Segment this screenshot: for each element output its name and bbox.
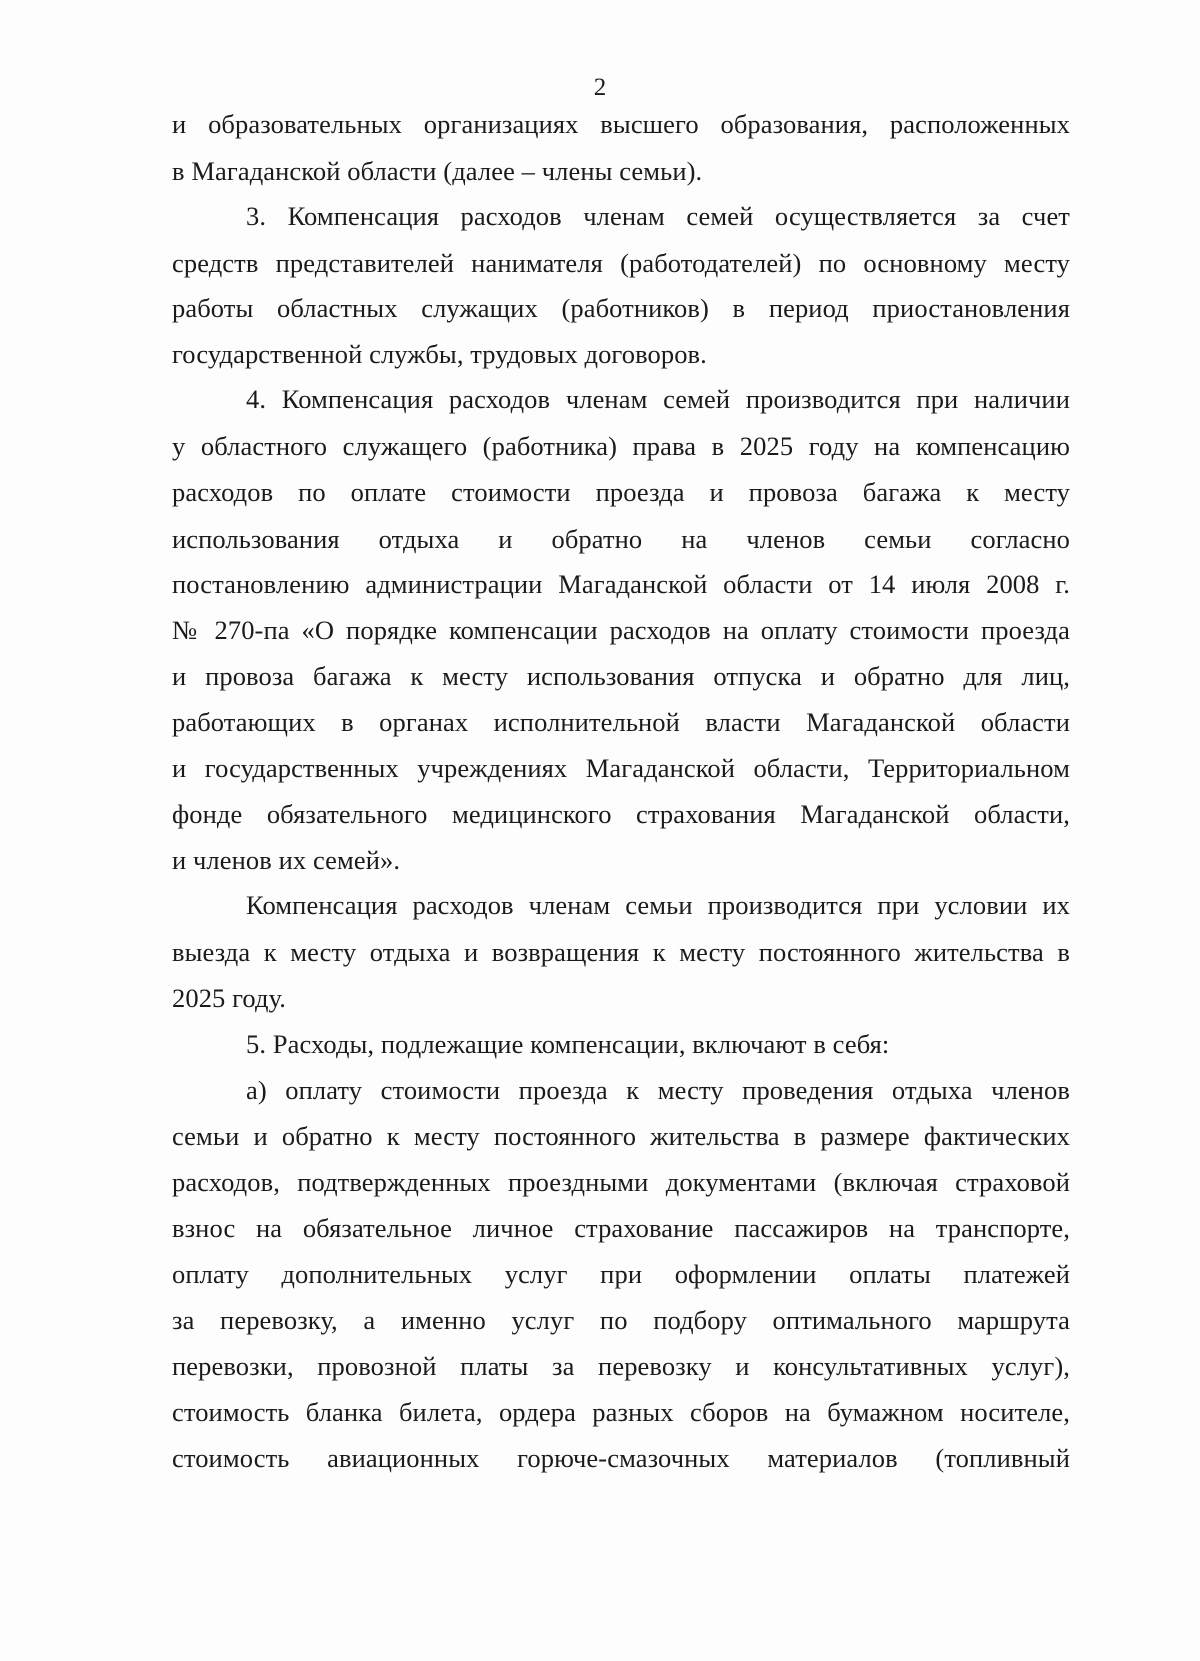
text-line: стоимость авиационных горюче-смазочных материалов (топливный [172,1443,1070,1473]
text-line: и государственных учреждениях Магаданской области, Территориальном [172,753,1070,783]
text-line: и образовательных организациях высшего образования, расположенных [172,109,1070,139]
text-line: работающих в органах исполнительной власти Магаданской области [172,707,1070,737]
text-line: фонде обязательного медицинского страхования Магаданской области, [172,799,1070,829]
text-line: расходов, подтвержденных проездными документами (включая страховой [172,1167,1070,1197]
paragraph-compensation-start: Компенсация расходов членам семьи производится при условии их [246,890,1070,920]
paragraph-a-start: а) оплату стоимости проезда к месту проведения отдыха членов [246,1075,1070,1105]
text-line: и провоза багажа к месту использования отпуска и обратно для лиц, [172,661,1070,691]
text-line: в Магаданской области (далее – члены семьи). [172,156,703,186]
text-line: выезда к месту отдыха и возвращения к месту постоянного жительства в [172,937,1070,967]
text-line: расходов по оплате стоимости проезда и провоза багажа к месту [172,477,1070,507]
text-line: и членов их семей». [172,845,401,875]
text-line: семьи и обратно к месту постоянного жительства в размере фактических [172,1121,1070,1151]
paragraph-5-start: 5. Расходы, подлежащие компенсации, включают в себя: [246,1029,890,1059]
text-line: государственной службы, трудовых договоров. [172,339,707,369]
text-line: за перевозку, а именно услуг по подбору оптимального маршрута [172,1305,1070,1335]
text-line: оплату дополнительных услуг при оформлении оплаты платежей [172,1259,1070,1289]
text-line: перевозки, провозной платы за перевозку и консультативных услуг), [172,1351,1070,1381]
paragraph-3-start: 3. Компенсация расходов членам семей осуществляется за счет [246,201,1070,231]
text-line: № 270-па «О порядке компенсации расходов на оплату стоимости проезда [172,615,1070,645]
text-line: у областного служащего (работника) права в 2025 году на компенсацию [172,431,1070,461]
page-number: 2 [593,74,607,101]
text-line: работы областных служащих (работников) в период приостановления [172,293,1070,323]
text-line: взнос на обязательное личное страхование пассажиров на транспорте, [172,1213,1070,1243]
paragraph-4-start: 4. Компенсация расходов членам семей производится при наличии [246,384,1070,414]
text-line: использования отдыха и обратно на членов семьи согласно [172,524,1070,554]
text-line: постановлению администрации Магаданской области от 14 июля 2008 г. [172,569,1070,599]
text-line: 2025 году. [172,983,287,1013]
text-line: средств представителей нанимателя (работодателей) по основному месту [172,248,1070,278]
text-line: стоимость бланка билета, ордера разных сборов на бумажном носителе, [172,1397,1070,1427]
